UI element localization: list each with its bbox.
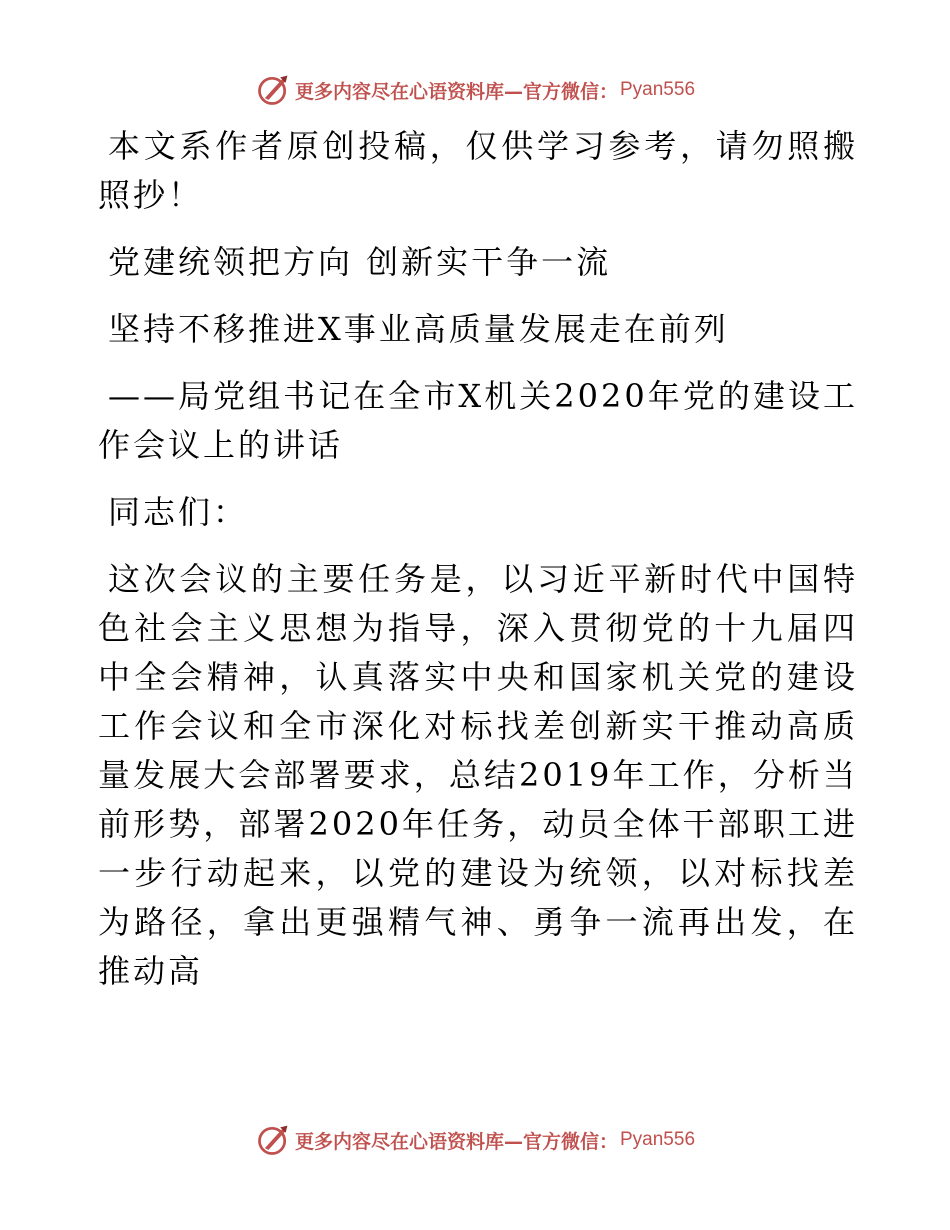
watermark-wechat-id: Pyan556 bbox=[620, 79, 696, 100]
title-line-2: 坚持不移推进X事业高质量发展走在前列 bbox=[108, 310, 729, 348]
footer-watermark bbox=[0, 1120, 950, 1160]
watermark-wechat-id: Pyan556 bbox=[620, 1129, 696, 1150]
watermark-text: 更多内容尽在心语资料库—官方微信： bbox=[294, 1130, 618, 1153]
quill-logo-icon bbox=[255, 1122, 291, 1158]
disclaimer: 本文系作者原创投稿，仅供学习参考，请勿照搬照抄！ bbox=[98, 127, 858, 214]
header-watermark bbox=[0, 70, 950, 110]
quill-logo-icon bbox=[255, 72, 291, 108]
body-paragraph: 这次会议的主要任务是，以习近平新时代中国特色社会主义思想为指导，深入贯彻党的十九届四中全会精神，认真落实中央和国家机关党的建设工作会议和全市深化对标找差创新实干推动高质量发展大会部署要求，总结2019年工作，分析当前形势，部署2020年任务，动员全体干部职工进一步行动起来，以党的建设为统领，以对标找差为路径，拿出更强精气神、勇争一流再出发，在推动高 bbox=[98, 560, 858, 990]
title-line-1: 党建统领把方向 创新实干争一流 bbox=[108, 243, 612, 281]
salutation: 同志们： bbox=[108, 493, 249, 531]
subtitle: ——局党组书记在全市X机关2020年党的建设工作会议上的讲话 bbox=[98, 377, 858, 464]
document-body bbox=[98, 122, 858, 1014]
watermark-text: 更多内容尽在心语资料库—官方微信： bbox=[294, 80, 618, 103]
